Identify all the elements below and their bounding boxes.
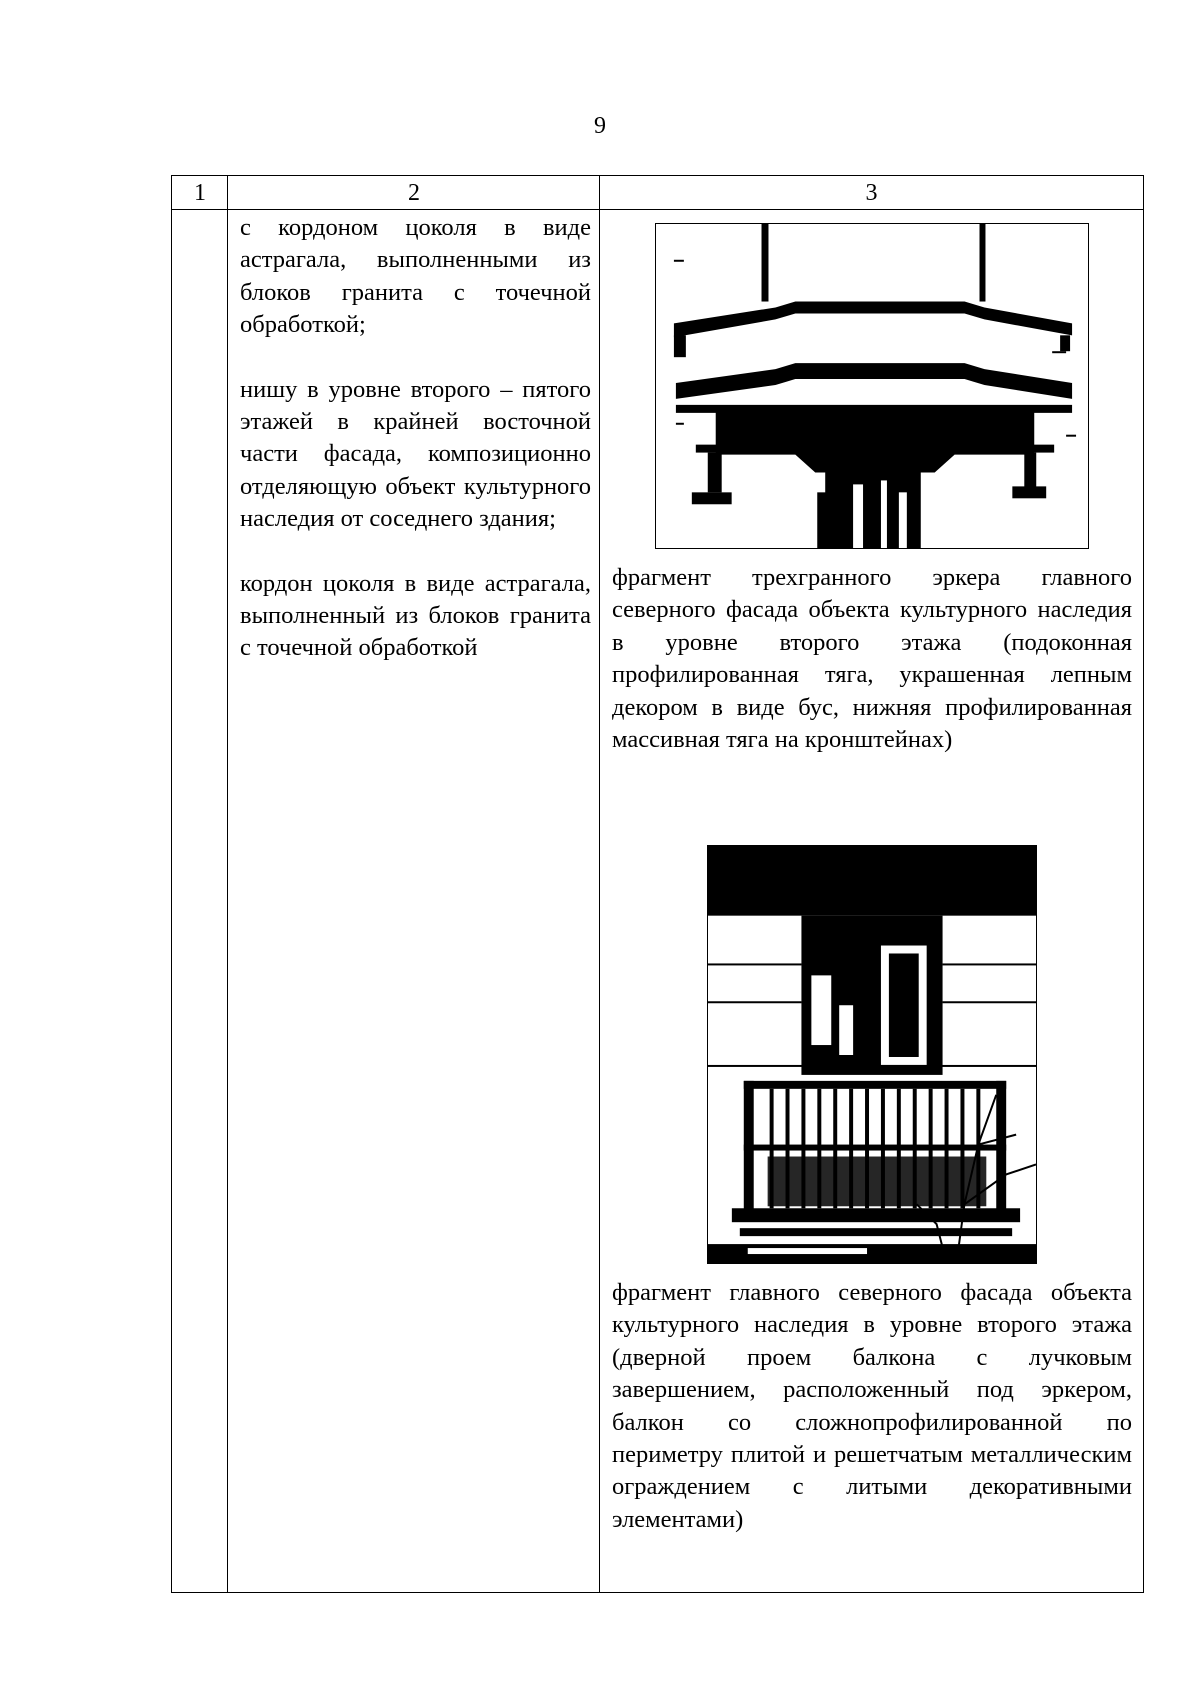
- balcony-caption: фрагмент главного северного фасада объекта культурного наследия в уровне второго этажа (дверной проем балкона с лучковым завершением, расположенный под эркером, балкон со сложнопрофилированной по периметру плитой и решетчатым металлическим ограждением с литыми декоративными элементами): [612, 1279, 1132, 1533]
- bay-window-photo: [655, 223, 1089, 549]
- column-header-2: 2: [408, 180, 420, 206]
- balcony-photo: [707, 845, 1037, 1264]
- column-header-3: 3: [865, 180, 878, 206]
- column-divider: [227, 176, 228, 1592]
- bay-window-caption: фрагмент трехгранного эркера главного северного фасада объекта культурного наследия в уровне второго этажа (подоконная профилированная тяга, украшенная лепным декором в виде бус, нижняя профилированная массивная тяга на кронштейнах): [612, 564, 1132, 754]
- paragraph-plinth-cordon: с кордоном цоколя в виде астрагала, выполненными из блоков гранита с точечной обработкой;: [240, 214, 591, 339]
- column-divider: [599, 176, 600, 1592]
- heritage-table: [171, 175, 1144, 1593]
- paragraph-niche: нишу в уровне второго – пятого этажей в крайней восточной части фасада, композиционно отделяющую объект культурного наследия от соседнего здания;: [240, 375, 591, 533]
- column-2-text: [240, 212, 591, 665]
- paragraph-cordon: кордон цоколя в виде астрагала, выполненный из блоков гранита с точечной обработкой: [240, 569, 591, 662]
- page-number: 9: [594, 113, 606, 139]
- column-header-1: 1: [194, 180, 206, 206]
